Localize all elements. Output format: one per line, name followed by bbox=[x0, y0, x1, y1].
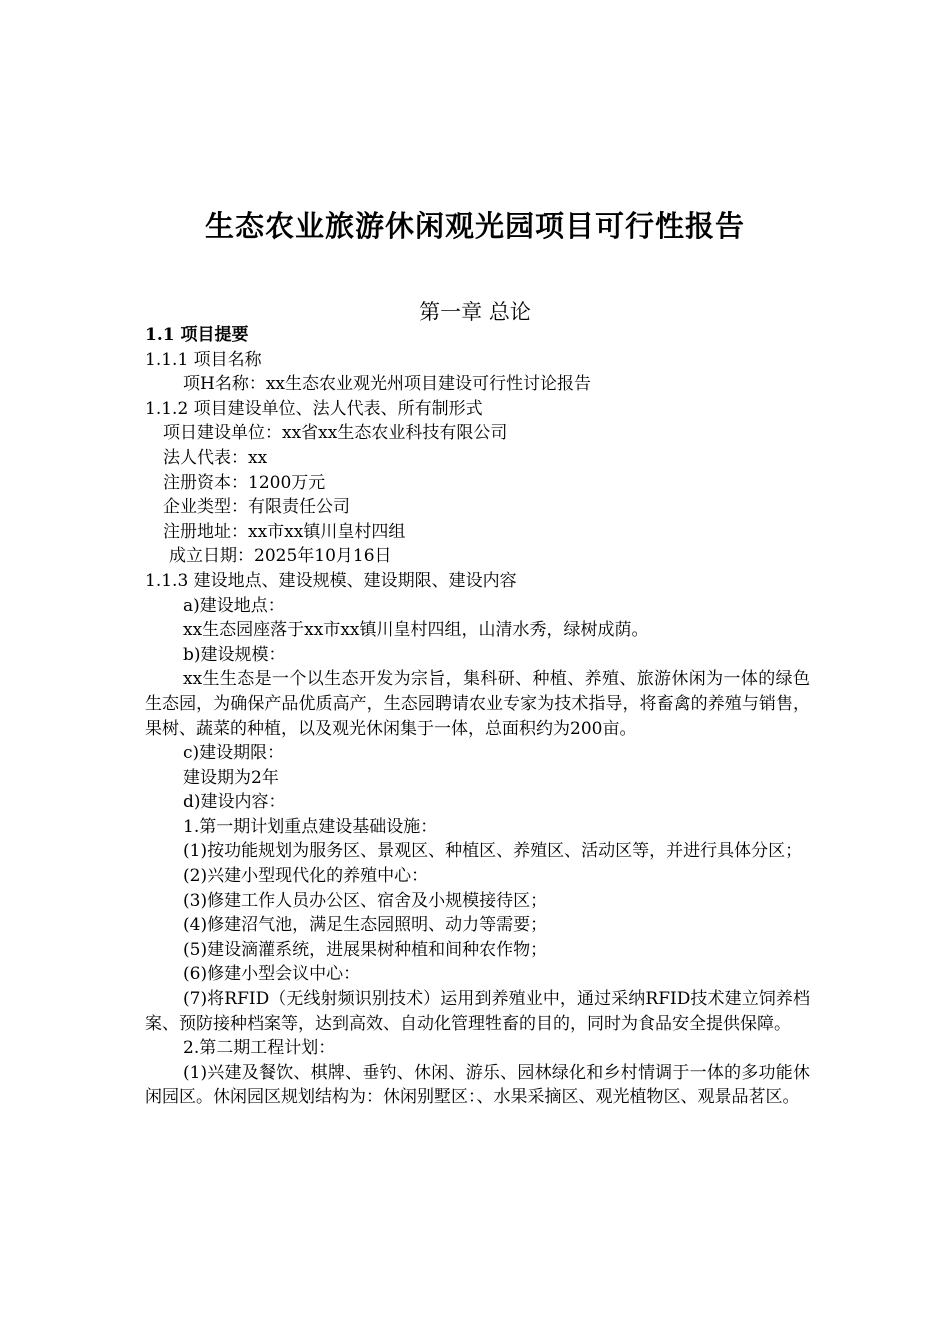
list-item: (1)兴建及餐饮、棋牌、垂钓、休闲、游乐、园林绿化和乡村情调于一体的多功能休闲园区。休闲园区规划结构为：休闲别墅区：、水果采摘区、观光植物区、观景品茗区。 bbox=[145, 1062, 810, 1108]
company-type-line: 企业类型：有限责任公司 bbox=[163, 497, 350, 518]
item-paragraph: xx生生态是一个以生态开发为宗旨，集科研、种植、养殖、旅游休闲为一体的绿色生态园，为确保产品优质高产，生态园聘请农业专家为技术指导，将畜禽的养殖与销售，果树、蔬菜的种植，以及观光休闲集于一体，总面积约为200亩。 bbox=[145, 669, 810, 739]
item-text: 建设期为2年 bbox=[183, 767, 279, 788]
build-unit-line: 项日建设单位：xx省xx生态农业科技有限公司 bbox=[163, 423, 508, 444]
reg-address-line: 注册地址：xx市xx镇川皇村四组 bbox=[163, 521, 406, 542]
phase-heading: 1.第一期计划重点建设基础设施： bbox=[183, 816, 438, 837]
document-body bbox=[145, 323, 810, 1110]
phase-heading: 2.第二期工程计划： bbox=[183, 1038, 336, 1059]
item-label: d)建设内容： bbox=[183, 792, 286, 813]
section-heading: 1.1 项目提要 bbox=[145, 325, 249, 345]
list-item: (2)兴建小型现代化的养殖中心： bbox=[183, 866, 429, 887]
legal-rep-line: 法人代表：xx bbox=[163, 447, 268, 468]
item-text: xx生态园座落于xx市xx镇川皇村四组，山清水秀，绿树成荫。 bbox=[183, 620, 649, 641]
document-title: 生态农业旅游休闲观光园项目可行性报告 bbox=[204, 209, 745, 243]
list-item: (5)建设滴灌系统，进展果树种植和间种农作物； bbox=[183, 939, 548, 960]
list-item: (3)修建工作人员办公区、宿舍及小规模接待区； bbox=[183, 890, 548, 911]
chapter-title: 第一章 总论 bbox=[419, 300, 531, 324]
item-label: b)建设规模： bbox=[183, 644, 286, 665]
list-item: (1)按功能规划为服务区、景观区、种植区、养殖区、活动区等，并进行具体分区； bbox=[183, 841, 803, 862]
item-label: c)建设期限： bbox=[183, 743, 285, 764]
subsection-heading: 1.1.3 建设地点、建设规模、建设期限、建设内容 bbox=[145, 570, 517, 591]
reg-capital-line: 注册资本：1200万元 bbox=[163, 472, 326, 493]
list-item: (6)修建小型会议中心： bbox=[183, 964, 361, 985]
project-name-line: 项H名称：xx生态农业观光州项目建设可行性讨论报告 bbox=[183, 374, 591, 395]
found-date-line: 成立日期：2025年10月16日 bbox=[169, 546, 392, 567]
list-item: (4)修建沼气池，满足生态园照明、动力等需要； bbox=[183, 915, 548, 936]
subsection-heading: 1.1.2 项目建设单位、法人代表、所有制形式 bbox=[145, 398, 483, 419]
subsection-heading: 1.1.1 项目名称 bbox=[145, 349, 262, 370]
list-item: (7)将RFID（无线射频识别技术）运用到养殖业中，通过采纳RFID技术建立饲养档案、预防接种档案等，达到高效、自动化管理牲畜的目的，同时为食品安全提供保障。 bbox=[145, 989, 810, 1034]
item-label: a)建设地点： bbox=[183, 595, 285, 616]
